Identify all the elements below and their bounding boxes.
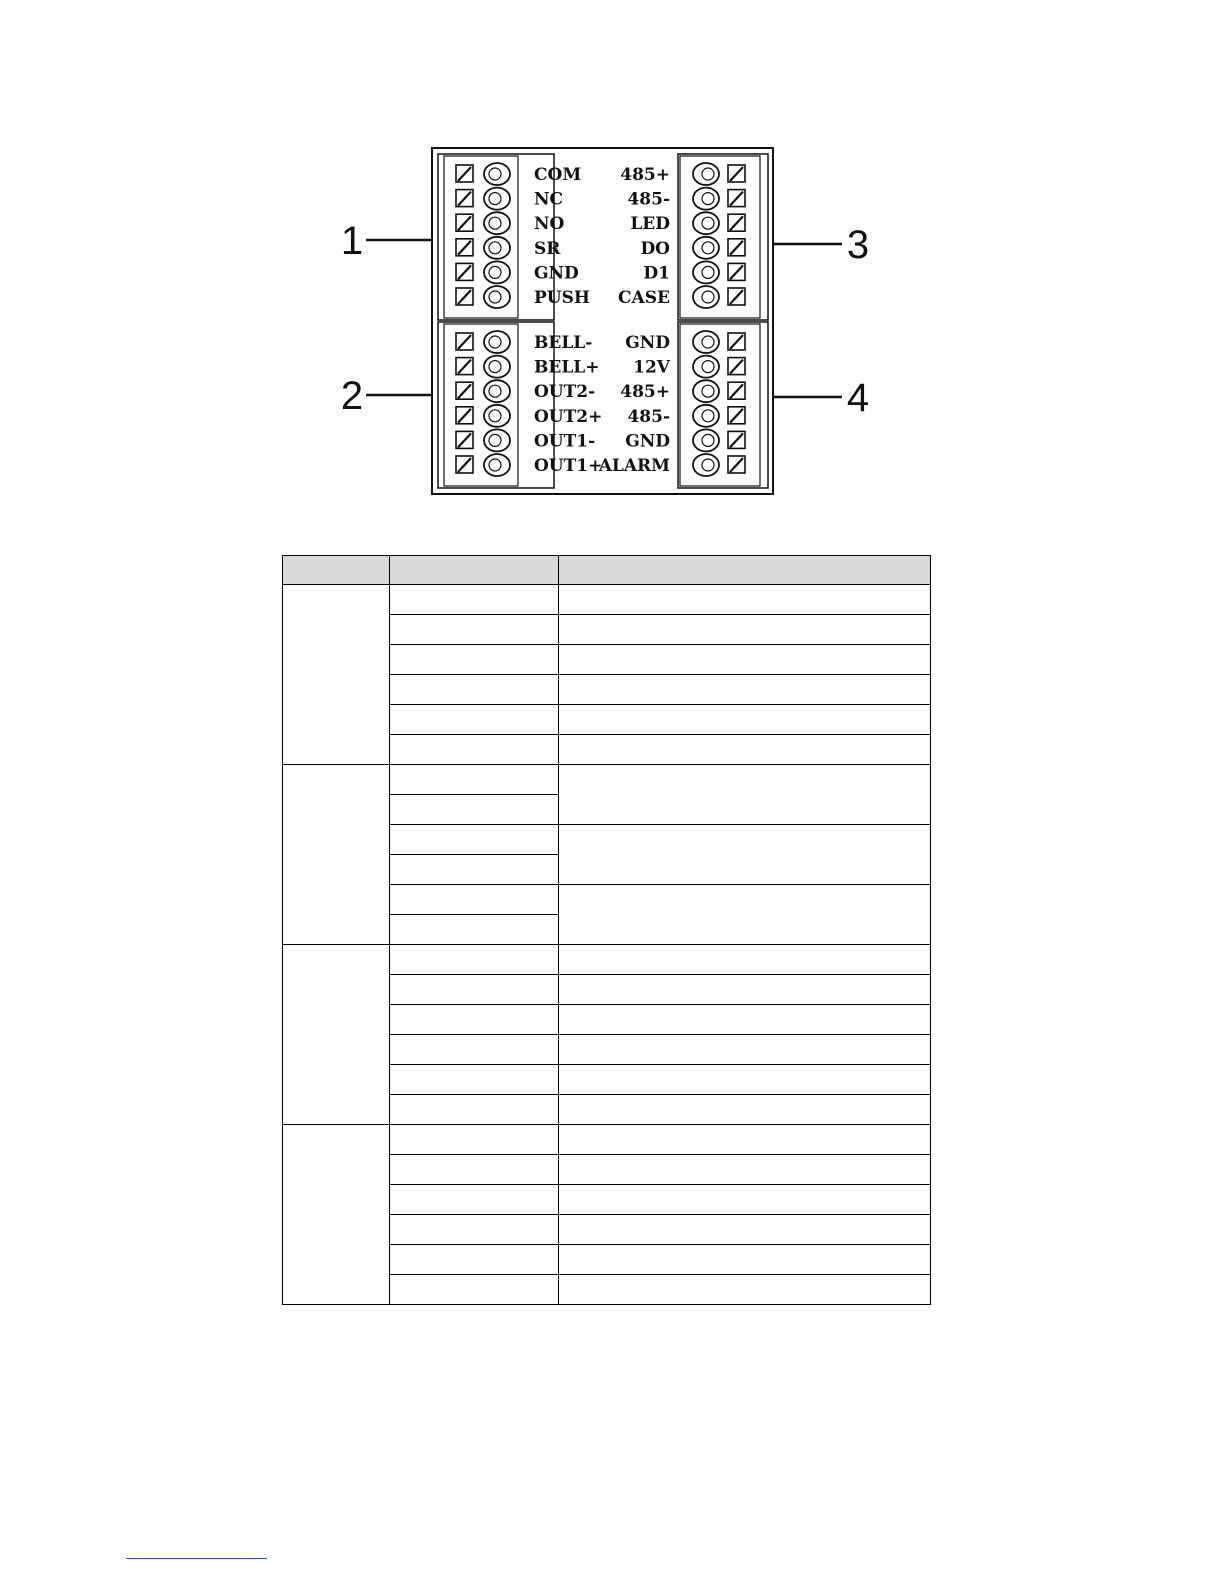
- wire-entry: [693, 188, 719, 210]
- pin-label: CASE: [618, 288, 670, 308]
- pin-label: 485-: [627, 189, 670, 210]
- terminal-cell: [390, 675, 559, 705]
- description-cell: [559, 1155, 931, 1185]
- terminal-cell: [390, 1155, 559, 1185]
- pin-label: NO: [534, 214, 565, 235]
- pin-label: OUT1-: [534, 431, 596, 452]
- port-cell: [283, 945, 390, 1125]
- terminal-cell: [390, 765, 559, 795]
- terminal-cell: [390, 855, 559, 885]
- wire-entry: [693, 331, 719, 353]
- footer-rule: [126, 1558, 267, 1559]
- description-cell: [559, 735, 931, 765]
- table-row: [283, 1125, 931, 1155]
- terminal-cell: [390, 615, 559, 645]
- wire-entry: [484, 331, 510, 353]
- terminal-cell: [390, 1245, 559, 1275]
- callout-number-1: 1: [340, 219, 364, 263]
- wire-entry: [484, 405, 510, 427]
- terminal-cell: [390, 1065, 559, 1095]
- wire-entry: [693, 286, 719, 308]
- pin-label: GND: [534, 263, 579, 284]
- port-cell: [283, 585, 390, 765]
- pin-label: OUT2-: [534, 382, 596, 403]
- description-cell: [559, 1245, 931, 1275]
- description-cell: [559, 945, 931, 975]
- header-terminal: [390, 556, 559, 585]
- header-port: [283, 556, 390, 585]
- wire-entry: [484, 237, 510, 259]
- pin-label: GND: [625, 333, 670, 353]
- wire-entry: [484, 188, 510, 210]
- pin-label: SR: [534, 238, 561, 259]
- description-cell: [559, 585, 931, 615]
- terminal-cell: [390, 1185, 559, 1215]
- terminal-cell: [390, 1095, 559, 1125]
- terminal-cell: [390, 735, 559, 765]
- description-cell: [559, 675, 931, 705]
- terminal-cell: [390, 1005, 559, 1035]
- description-cell: [559, 975, 931, 1005]
- pin-label: DO: [640, 238, 670, 259]
- wire-entry: [693, 380, 719, 402]
- pin-description-table: [282, 555, 931, 1305]
- wire-entry: [484, 356, 510, 378]
- description-cell: [559, 885, 931, 945]
- description-cell: [559, 1065, 931, 1095]
- wire-entry: [484, 429, 510, 451]
- terminal-cell: [390, 1275, 559, 1305]
- pin-label: BELL-: [534, 333, 593, 353]
- pin-label: OUT1+: [534, 456, 603, 476]
- description-cell: [559, 1215, 931, 1245]
- wire-entry: [693, 454, 719, 476]
- callout-number-2: 2: [340, 374, 364, 418]
- pin-label: OUT2+: [534, 406, 603, 427]
- terminal-cell: [390, 645, 559, 675]
- panel-outline: [432, 148, 773, 494]
- pin-label: ALARM: [598, 456, 670, 476]
- terminal-cell: [390, 885, 559, 915]
- wire-entry: [484, 380, 510, 402]
- description-cell: [559, 1275, 931, 1305]
- callout-number-3: 3: [846, 223, 870, 267]
- terminal-cell: [390, 585, 559, 615]
- callout-number-4: 4: [846, 376, 870, 420]
- description-cell: [559, 825, 931, 885]
- terminal-cell: [390, 1125, 559, 1155]
- terminal-cell: [390, 705, 559, 735]
- wire-entry: [693, 429, 719, 451]
- pin-label: D1: [643, 263, 670, 284]
- terminal-cell: [390, 1215, 559, 1245]
- wire-entry: [484, 212, 510, 234]
- wire-entry: [693, 261, 719, 283]
- wire-entry: [693, 163, 719, 185]
- terminal-wiring-diagram: [0, 0, 1224, 520]
- pin-label: LED: [630, 214, 670, 235]
- pin-label: BELL+: [534, 357, 600, 378]
- description-cell: [559, 1035, 931, 1065]
- description-cell: [559, 645, 931, 675]
- pin-label: 12V: [633, 357, 670, 378]
- header-description: [559, 556, 931, 585]
- terminal-cell: [390, 825, 559, 855]
- port-cell: [283, 1125, 390, 1305]
- pin-label: NC: [534, 189, 564, 210]
- wire-entry: [484, 454, 510, 476]
- wire-entry: [693, 356, 719, 378]
- terminal-cell: [390, 915, 559, 945]
- wire-entry: [693, 212, 719, 234]
- description-cell: [559, 765, 931, 825]
- table-row: [283, 765, 931, 795]
- description-cell: [559, 1185, 931, 1215]
- description-cell: [559, 1125, 931, 1155]
- pin-label: 485+: [620, 382, 670, 403]
- wire-entry: [693, 405, 719, 427]
- wire-entry: [693, 237, 719, 259]
- port-cell: [283, 765, 390, 945]
- table-row: [283, 945, 931, 975]
- table-row: [283, 585, 931, 615]
- terminal-cell: [390, 945, 559, 975]
- terminal-cell: [390, 795, 559, 825]
- pin-label: 485+: [620, 165, 670, 185]
- pin-label: COM: [534, 165, 582, 185]
- wire-entry: [484, 163, 510, 185]
- pin-label: 485-: [627, 406, 670, 427]
- description-cell: [559, 705, 931, 735]
- terminal-cell: [390, 1035, 559, 1065]
- description-cell: [559, 1095, 931, 1125]
- wire-entry: [484, 286, 510, 308]
- pin-label: PUSH: [534, 288, 590, 308]
- terminal-cell: [390, 975, 559, 1005]
- wire-entry: [484, 261, 510, 283]
- table-header-row: [283, 556, 931, 585]
- description-cell: [559, 1005, 931, 1035]
- pin-label: GND: [625, 431, 670, 452]
- description-cell: [559, 615, 931, 645]
